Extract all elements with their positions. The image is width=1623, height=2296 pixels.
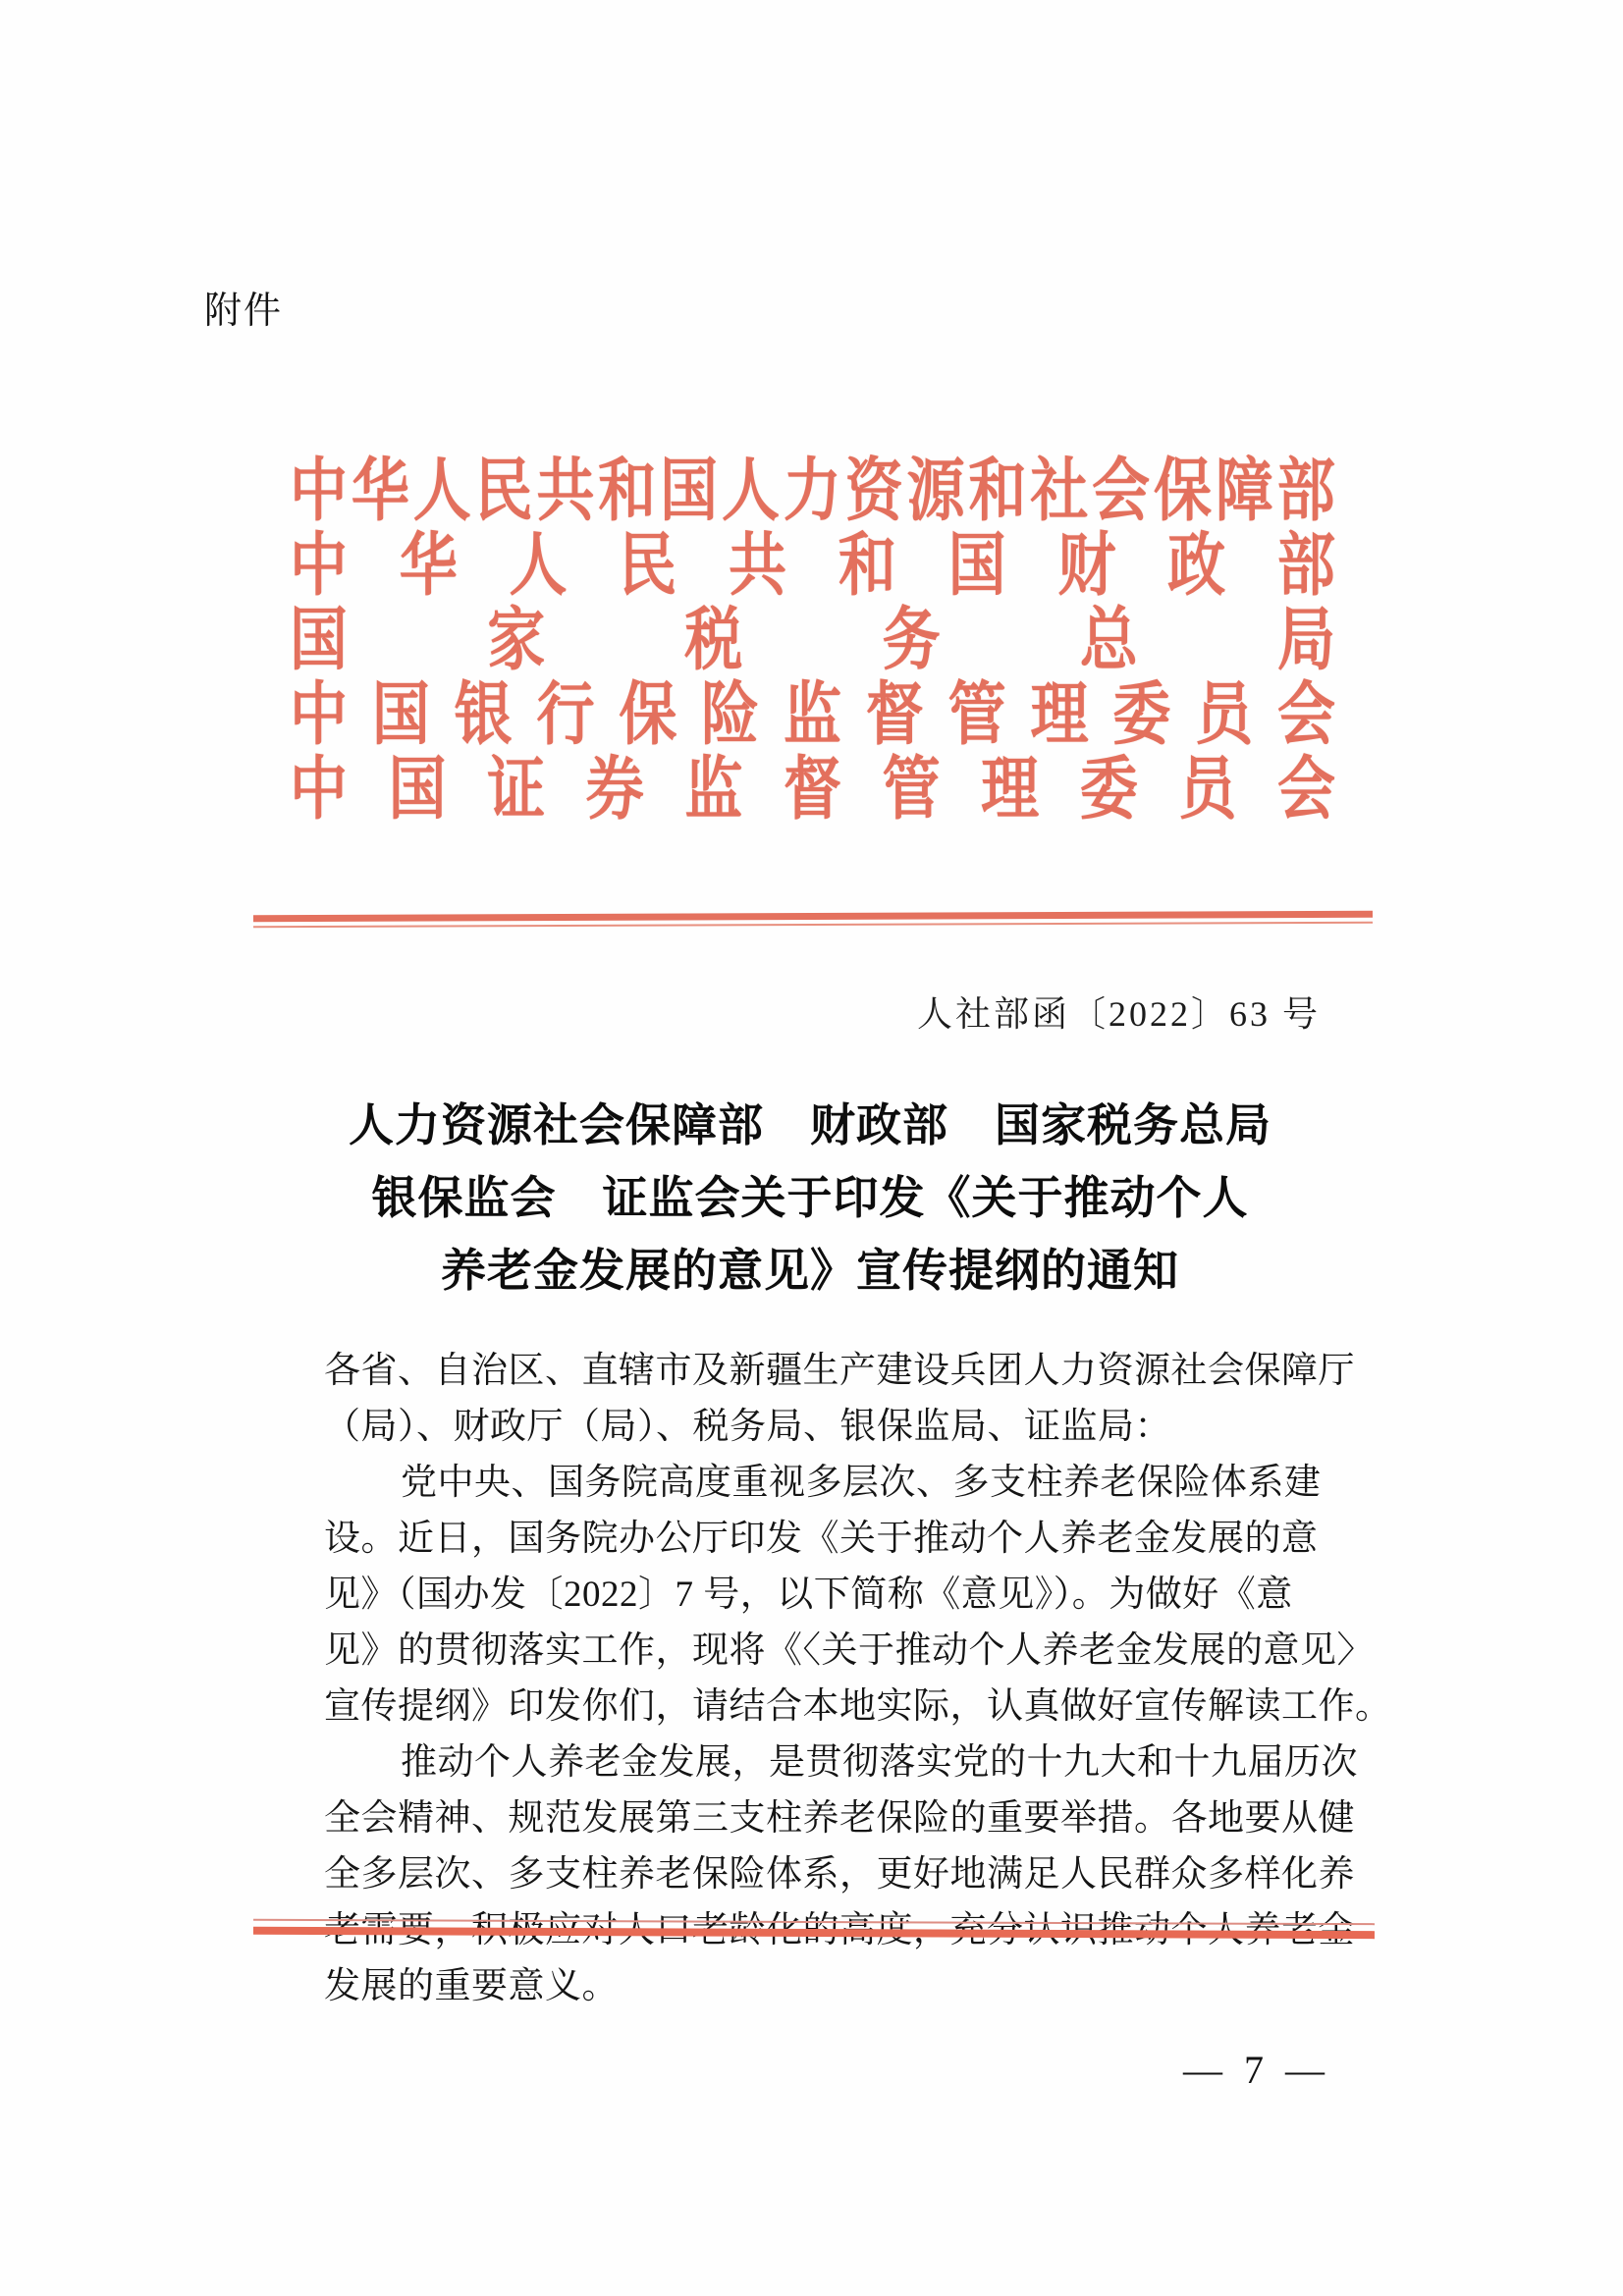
letterhead-char: 委 <box>1112 675 1171 753</box>
letterhead-char: 和 <box>838 526 896 604</box>
letterhead-char: 总 <box>1079 601 1138 678</box>
letterhead-char: 委 <box>1079 750 1138 828</box>
divider-thin-rule <box>253 922 1373 928</box>
paragraph-line: 全会精神、规范发展第三支柱养老保险的重要举措。各地要从健 <box>324 1798 1355 1839</box>
letterhead-char: 管 <box>947 675 1006 753</box>
letterhead-char: 华 <box>351 452 409 529</box>
title-line-1: 人力资源社会保障部 财政部 国家税务总局 <box>349 1100 1271 1150</box>
letterhead-char: 管 <box>882 750 941 828</box>
paragraph-line: 全多层次、多支柱养老保险体系，更好地满足人民群众多样化养 <box>324 1854 1355 1895</box>
letterhead-char: 财 <box>1057 526 1116 604</box>
title-line-3: 养老金发展的意见》宣传提纲的通知 <box>441 1246 1179 1296</box>
letterhead-char: 人 <box>412 452 471 529</box>
document-body <box>324 1343 1392 2014</box>
letterhead-char: 理 <box>1030 675 1089 753</box>
document-title <box>324 1090 1296 1308</box>
letterhead-char: 局 <box>1276 601 1335 678</box>
letterhead-char: 保 <box>619 675 677 753</box>
letterhead-char: 中 <box>290 526 349 604</box>
paragraph-line: 发展的重要意义。 <box>324 1966 619 2006</box>
letterhead-char: 民 <box>619 526 677 604</box>
letterhead-char: 员 <box>1178 750 1237 828</box>
letterhead-char: 员 <box>1195 675 1254 753</box>
letterhead-char: 资 <box>844 452 903 529</box>
letterhead-char: 务 <box>882 601 941 678</box>
letterhead-char: 险 <box>701 675 760 753</box>
letterhead-char: 督 <box>865 675 924 753</box>
paragraph-line: 见》的贯彻落实工作，现将《〈关于推动个人养老金发展的意见〉 <box>324 1630 1374 1671</box>
letterhead-char: 国 <box>388 750 447 828</box>
letterhead-char: 会 <box>1092 452 1151 529</box>
letterhead-char: 人 <box>509 526 568 604</box>
paragraph-line: 设。近日，国务院办公厅印发《关于推动个人养老金发展的意 <box>324 1519 1319 1559</box>
letterhead-char: 证 <box>487 750 546 828</box>
letterhead-char: 税 <box>684 601 743 678</box>
addressee-block <box>324 1343 1355 1455</box>
paragraph-line: 宣传提纲》印发你们，请结合本地实际，认真做好宣传解读工作。 <box>324 1686 1392 1727</box>
letterhead-char: 力 <box>783 452 841 529</box>
paragraph-line: 党中央、国务院高度重视多层次、多支柱养老保险体系建 <box>401 1463 1322 1503</box>
letterhead-char: 中 <box>290 750 349 828</box>
letterhead-char: 源 <box>906 452 965 529</box>
letterhead-char: 会 <box>1276 750 1335 828</box>
letterhead-char: 政 <box>1167 526 1226 604</box>
letterhead-char: 华 <box>399 526 458 604</box>
letterhead-char: 部 <box>1276 452 1335 529</box>
addressee-line: 各省、自治区、直辖市及新疆生产建设兵团人力资源社会保障厅 <box>324 1351 1355 1391</box>
letterhead-char: 会 <box>1276 675 1335 753</box>
letterhead-char: 和 <box>598 452 657 529</box>
letterhead-char: 理 <box>981 750 1040 828</box>
letterhead-char: 国 <box>290 601 349 678</box>
letterhead-char: 障 <box>1215 452 1273 529</box>
letterhead-char: 银 <box>454 675 513 753</box>
letterhead-char: 共 <box>536 452 595 529</box>
letterhead-char: 监 <box>783 675 841 753</box>
page-number: — 7 — <box>1183 2048 1330 2092</box>
letterhead-char: 国 <box>660 452 719 529</box>
letterhead-char: 中 <box>290 675 349 753</box>
letterhead-char: 保 <box>1154 452 1213 529</box>
letterhead-block <box>290 447 1335 828</box>
paragraph-line: 推动个人养老金发展，是贯彻落实党的十九大和十九届历次 <box>401 1742 1358 1783</box>
letterhead-char: 社 <box>1030 452 1089 529</box>
letterhead-char: 国 <box>947 526 1006 604</box>
letterhead-char: 券 <box>585 750 644 828</box>
letterhead-char: 人 <box>722 452 781 529</box>
title-line-2: 银保监会 证监会关于印发《关于推动个人 <box>371 1173 1249 1223</box>
document-number: 人社部函〔2022〕63 号 <box>916 994 1321 1034</box>
divider-thick-rule <box>253 911 1373 922</box>
attachment-label: 附件 <box>204 291 284 332</box>
letterhead-char: 部 <box>1276 526 1335 604</box>
letterhead-char: 共 <box>729 526 787 604</box>
body-paragraph-1 <box>324 1455 1392 1735</box>
letterhead-char: 家 <box>487 601 546 678</box>
letterhead-char: 和 <box>968 452 1027 529</box>
letterhead-line-5 <box>290 745 1335 833</box>
letterhead-char: 中 <box>290 452 349 529</box>
paragraph-line: 见》（国办发〔2022〕7 号，以下简称《意见》）。为做好《意 <box>324 1575 1293 1615</box>
letterhead-char: 监 <box>684 750 743 828</box>
letterhead-char: 国 <box>371 675 430 753</box>
letterhead-char: 行 <box>536 675 595 753</box>
addressee-line: （局）、财政厅（局）、税务局、银保监局、证监局： <box>324 1407 1171 1447</box>
letterhead-char: 民 <box>474 452 533 529</box>
letterhead-divider <box>253 911 1373 929</box>
body-paragraph-2 <box>324 1735 1358 2014</box>
letterhead-char: 督 <box>783 750 841 828</box>
